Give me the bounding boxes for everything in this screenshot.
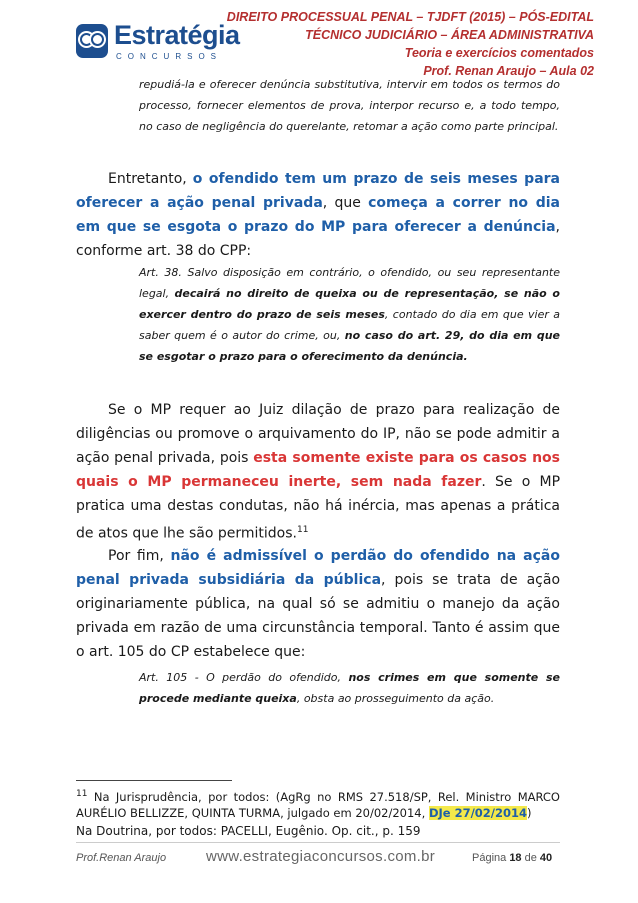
header-line-1: DIREITO PROCESSUAL PENAL – TJDFT (2015) – PÓS-EDITAL <box>226 10 594 24</box>
footnote-divider <box>76 780 232 781</box>
quote-continuation: repudiá-la e oferecer denúncia substitutiva, intervir em todos os termos do processo, fornecer elementos de prova, interpor recurso e, a todo tempo, no caso de negligência do querelante, retomar a ação como parte principal. <box>139 78 560 133</box>
quote-art-105: Art. 105 - O perdão do ofendido, nos crimes em que somente se procede mediante queixa, obsta ao prosseguimento da ação. <box>139 671 560 705</box>
header-line-3: Teoria e exercícios comentados <box>404 46 594 60</box>
quote-art-38: Art. 38. Salvo disposição em contrário, o ofendido, ou seu representante legal, decairá no direito de queixa ou de representação, se não o exercer dentro do prazo de seis meses, contado do dia em que vier a saber quem é o autor do crime, ou, no caso do art. 29, do dia em que se esgotar o prazo para o oferecimento da denúncia. <box>139 266 561 363</box>
footnote-11: $^{11}$ Na Jurisprudência, por todos: (AgRg no RMS 27.518/SP, Rel. Ministro MARCO AURÉLIO BELLIZZE, QUINTA TURMA, julgado em 20/02/2014, DJe 27/02/2014) Na Doutrina, por todos: PACELLI, Eugênio. Op. cit., p. 159 <box>76 789 560 838</box>
logo-brand: Estratégia <box>114 20 240 50</box>
highlight-inercia: esta somente existe para os casos nos quais o MP permaneceu inerte, sem nada fazer <box>76 450 560 490</box>
paragraph-perdao: Por fim, não é admissível o perdão do ofendido na ação penal privada subsidiária da pública, pois se trata de ação originariamente pública, na qual só se admitiu o manejo da ação privada em razão de uma circunstância temporal. Tanto é assim que o art. 105 do CP estabelece que: <box>76 548 561 660</box>
paragraph-prazo: Entretanto, o ofendido tem um prazo de seis meses para oferecer a ação penal privada, que começa a correr no dia em que se esgota o prazo do MP para oferecer a denúncia, conforme art. 38 do CPP: <box>76 171 560 259</box>
owl-logo-icon <box>76 24 108 58</box>
footnote-doutrina: Na Doutrina, por todos: PACELLI, Eugênio. Op. cit., p. 159 <box>76 823 421 838</box>
footnote-ref[interactable]: 11 <box>296 525 309 535</box>
highlight-perdao: não é admissível o perdão do ofendido na ação penal privada subsidiária da pública <box>76 548 560 588</box>
footer-author: Prof.Renan Araujo <box>76 852 167 864</box>
paragraph-mp-inerte: Se o MP requer ao Juiz dilação de prazo para realização de diligências ou promove o arquivamento do IP, não se pode admitir a ação penal privada, pois esta somente existe para os casos nos quais o MP permaneceu inerte, sem nada fazer. Se o MP pratica uma destas condutas, não há inércia, mas apenas a prática de atos que lhe são permitidos.$^{11}$ <box>76 402 561 542</box>
footer-divider <box>76 842 560 843</box>
header-line-2: TÉCNICO JUDICIÁRIO – ÁREA ADMINISTRATIVA <box>305 28 594 42</box>
page-header <box>227 8 594 80</box>
footer-url[interactable]: www.estrategiaconcursos.com.br <box>206 848 436 865</box>
header-line-4: Prof. Renan Araujo – Aula 02 <box>423 64 594 78</box>
logo-sub: CONCURSOS <box>116 52 223 61</box>
highlight-prazo: o ofendido tem um prazo de seis meses para oferecer a ação penal privada <box>76 171 560 211</box>
footer-page-number: Página 18 de 40 <box>472 852 553 864</box>
highlight-inicio: começa a correr no dia em que se esgota o prazo do MP para oferecer a denúncia <box>76 195 560 235</box>
logo <box>76 20 246 66</box>
footnote-date-highlight: DJe 27/02/2014 <box>428 805 527 820</box>
